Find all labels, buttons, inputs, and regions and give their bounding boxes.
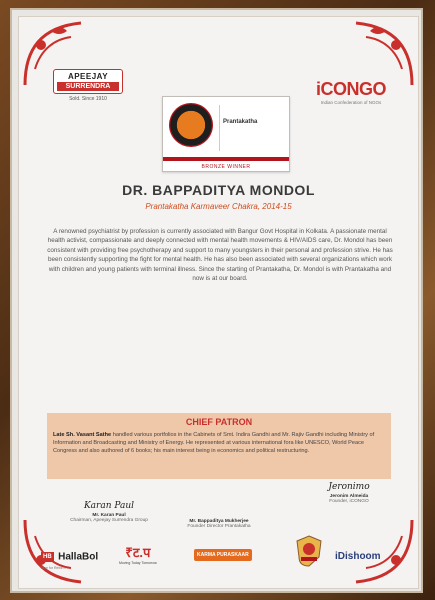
- rtp-subtitle: Moving Today Tomorrow: [119, 561, 157, 565]
- divider: [219, 105, 220, 151]
- apeejay-logo-top: APEEJAY: [67, 72, 109, 81]
- award-brand-label: Prantakatha: [223, 119, 258, 125]
- patron-name: Late Sh. Vasant Sathe: [53, 432, 112, 438]
- signatory-name: Jeronim Almeida: [329, 494, 369, 499]
- signatory-name: Mr. Karan Paul: [92, 513, 126, 518]
- hallabol-name: HallaBol: [58, 551, 99, 563]
- chief-patron-section: [47, 413, 391, 479]
- chief-patron-text: [53, 431, 385, 455]
- idishoom-name: iDishoom: [335, 551, 381, 562]
- award-winner-label: BRONZE WINNER: [201, 164, 251, 170]
- icongo-logo: [302, 79, 400, 105]
- signature-scribble: Karan Paul: [83, 501, 135, 511]
- rtp-logo: [119, 543, 157, 567]
- signatory-role: Chairman, Apeejay Surrendra Group: [70, 518, 148, 523]
- award-emblem-box: [162, 96, 290, 172]
- idishoom-logo: [335, 546, 381, 570]
- signature-karan-paul: [59, 501, 159, 523]
- icongo-subtitle: Indian Confederation of NGOs: [320, 100, 382, 105]
- recipient-bio: A renowned psychiatrist by profession is currently associated with Bangur Govt Hospital in Kolkata. A passionate mental health activist, compassionate and deeply connected with mental health movements & HIV/AIDS care, Dr. Mondol has been consistent with providing free psychotherapy and support to many youngsters in their personal and profession strive. He has been consistently supporting the fight for mental health. He has also been associated with several organizations which work with children and young patients with terminal illness. Since the starting of Prantakatha, Dr. Mondol is with Prantakatha and now is at our board.: [47, 228, 393, 283]
- apeejay-logo-bottom: SURRENDRA: [57, 82, 119, 91]
- signature-scribble: [169, 507, 269, 519]
- frame-mat: [10, 8, 423, 593]
- signature-jeronim: [309, 482, 389, 504]
- recipient-name: DR. BAPPADITYA MONDOL: [122, 182, 315, 198]
- award-ribbon: [163, 157, 289, 161]
- karma-puraskaar-label: KARMA PURASKAAR: [194, 549, 252, 561]
- hallabol-subtitle: Rise for Reform: [41, 566, 66, 570]
- chief-patron-title: CHIEF PATRON: [185, 417, 253, 427]
- award-title: Prantakatha Karmaveer Chakra, 2014-15: [145, 202, 292, 211]
- karma-puraskaar-logo: [194, 549, 252, 573]
- apeejay-logo: [53, 69, 123, 102]
- patron-description: handled various portfolios in the Cabinets of Smt. Indira Gandhi and Mr. Rajiv Gandhi including Ministry of Information and Broadcasting and Ministry of Energy. He represented at various international fora like UNESCO, World Peace Congress and also authored of 6 books; his main interest being in economics and political restructuring.: [53, 432, 375, 454]
- signatory-name: Mr. Bappaditya Mukherjee: [189, 519, 249, 524]
- apeejay-since: Sold. Since 1910: [69, 96, 107, 102]
- signature-scribble: Jeronimo: [328, 482, 370, 492]
- certificate: [18, 16, 419, 589]
- shield-emblem-icon: [295, 535, 323, 567]
- signature-bappaditya: [169, 507, 269, 529]
- signatory-role: Founder Director Prantakatha: [187, 524, 251, 529]
- rtp-mark: ₹ट.प: [125, 545, 151, 560]
- signatory-role: Founder, iCONGO: [329, 499, 369, 504]
- hallabol-logo: [41, 548, 98, 572]
- icongo-name: iCONGO: [315, 79, 386, 99]
- medal-icon: [169, 103, 213, 147]
- hallabol-box: HB: [43, 553, 52, 560]
